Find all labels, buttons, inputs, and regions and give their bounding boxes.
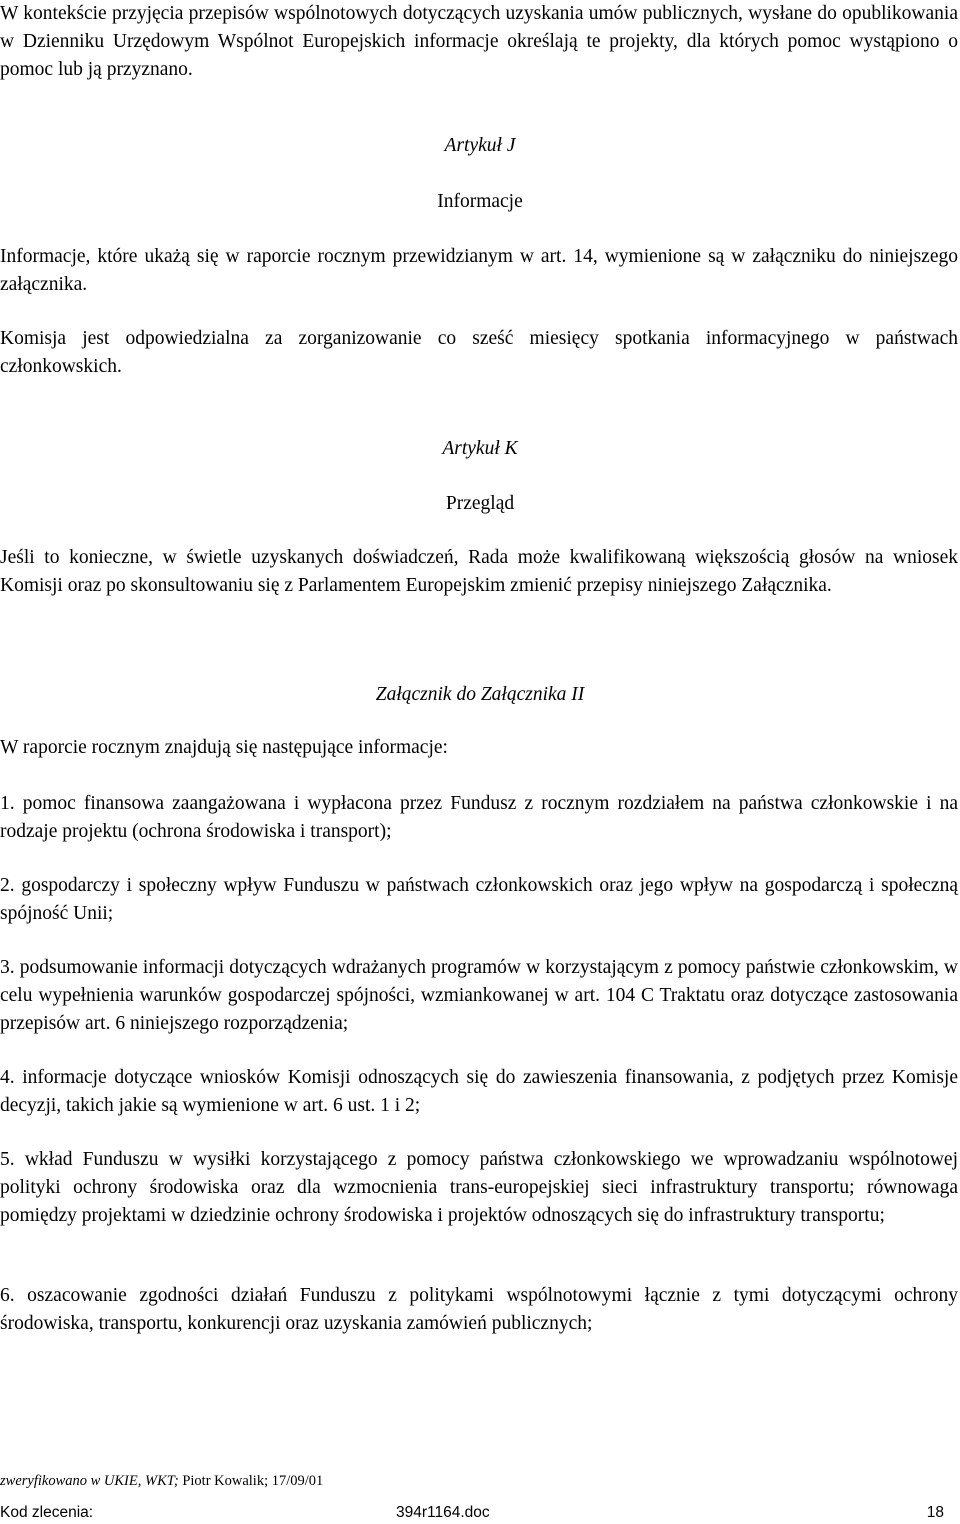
article-k-heading: Artykuł K: [442, 438, 518, 459]
annex-heading: Załącznik do Załącznika II: [375, 684, 585, 705]
annex-item-5: 5. wkład Funduszu w wysiłki korzystającego z pomocy państwa członkowskiego we wprowadzaniu wspólnotowej polityki ochrony środowiska oraz dla wzmocnienia trans-europejskiej sieci infrastruktury transportu; równowaga pomiędzy projektami w dziedzinie ochrony środowiska i projektów odnoszących się do infrastruktury transportu;: [0, 1149, 958, 1226]
verification-note: [0, 1472, 323, 1490]
order-code-label: Kod zlecenia:: [0, 1504, 94, 1521]
article-j-title: Informacje: [437, 191, 523, 212]
annex-item-6: 6. oszacowanie zgodności działań Funduszu z politykami wspólnotowymi łącznie z tymi dotyczącymi ochrony środowiska, transportu, konkurencji oraz uzyskania zamówień publicznych;: [0, 1285, 958, 1334]
annex-item-3: 3. podsumowanie informacji dotyczących wdrażanych programów w korzystającym z pomocy państwie członkowskim, w celu wypełnienia warunków gospodarczej spójności, wzmiankowanej w art. 104 C Traktatu oraz dotyczące zastosowania przepisów art. 6 niniejszego rozporządzenia;: [0, 957, 958, 1034]
article-k-title: Przegląd: [445, 493, 515, 514]
annex-item-4: 4. informacje dotyczące wniosków Komisji odnoszących się do zawieszenia finansowania, z podjętych przez Komisje decyzji, takich jakie są wymienione w art. 6 ust. 1 i 2;: [0, 1067, 958, 1116]
verification-source: zweryfikowano w UKIE, WKT;: [0, 1473, 179, 1489]
file-name: 394r1164.doc: [396, 1504, 490, 1521]
page-footer: [0, 1502, 960, 1524]
article-k-paragraph-1: Jeśli to konieczne, w świetle uzyskanych doświadczeń, Rada może kwalifikowaną większością głosów na wniosek Komisji oraz po skonsultowaniu się z Parlamentem Europejskim zmienić przepisy niniejszego Załącznika.: [0, 547, 958, 596]
article-j-paragraph-1: Informacje, które ukażą się w raporcie rocznym przewidzianym w art. 14, wymienione są w załączniku do niniejszego załącznika.: [0, 246, 958, 295]
verification-signature: Piotr Kowalik; 17/09/01: [178, 1473, 324, 1489]
annex-lead: W raporcie rocznym znajdują się następujące informacje:: [0, 737, 448, 758]
intro-paragraph: W kontekście przyjęcia przepisów wspólnotowych dotyczących uzyskania umów publicznych, wysłane do opublikowania w Dzienniku Urzędowym Wspólnot Europejskich informacje określają te projekty, dla których pomoc wystąpiono o pomoc lub ją przyznano.: [0, 3, 958, 80]
article-j-heading: Artykuł J: [444, 135, 516, 156]
annex-item-1: 1. pomoc finansowa zaangażowana i wypłacona przez Fundusz z rocznym rozdziałem na państwa członkowskie i na rodzaje projektu (ochrona środowiska i transport);: [0, 793, 958, 842]
page-number: 18: [926, 1504, 944, 1521]
annex-item-2: 2. gospodarczy i społeczny wpływ Funduszu w państwach członkowskich oraz jego wpływ na gospodarczą i społeczną spójność Unii;: [0, 875, 958, 924]
article-j-paragraph-2: Komisja jest odpowiedzialna za zorganizowanie co sześć miesięcy spotkania informacyjnego w państwach członkowskich.: [0, 328, 958, 377]
